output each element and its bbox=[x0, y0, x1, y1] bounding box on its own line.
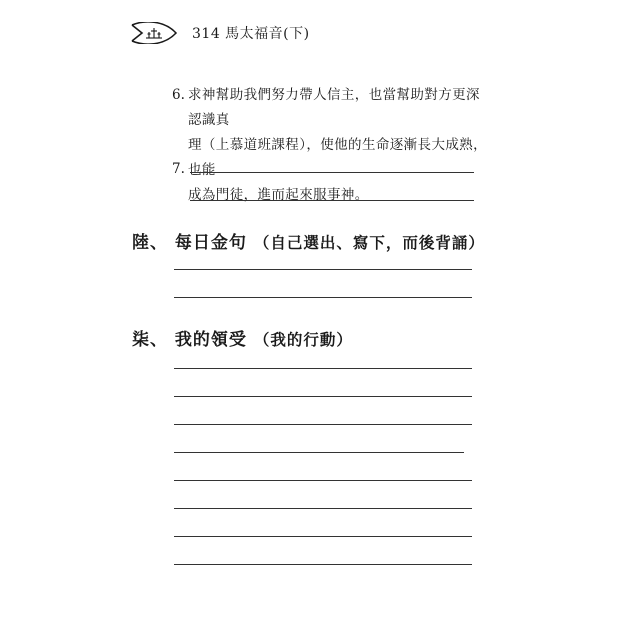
item-line: 理（上慕道班課程），使他的生命逐漸長大成熟，也能 bbox=[188, 137, 488, 178]
write-in-line[interactable] bbox=[174, 452, 464, 453]
running-head: 314 馬太福音(下) bbox=[192, 26, 310, 42]
item-number: 7. bbox=[172, 161, 185, 177]
write-in-line[interactable] bbox=[174, 368, 472, 369]
section-heading-my-reflection bbox=[132, 325, 353, 350]
section-heading-daily-verse bbox=[132, 228, 485, 253]
section-note: （自己選出、寫下，而後背誦） bbox=[253, 233, 485, 252]
write-in-line[interactable] bbox=[174, 508, 472, 509]
write-in-line[interactable] bbox=[190, 200, 474, 201]
write-in-line[interactable] bbox=[174, 536, 472, 537]
item-number: 6. bbox=[172, 87, 185, 103]
page-header bbox=[130, 22, 310, 44]
write-in-line[interactable] bbox=[174, 480, 472, 481]
section-title: 陸、 每日金句 bbox=[132, 233, 247, 253]
write-in-line[interactable] bbox=[174, 297, 472, 298]
write-in-line[interactable] bbox=[174, 424, 472, 425]
section-note: （我的行動） bbox=[253, 330, 353, 349]
write-in-line[interactable] bbox=[174, 564, 472, 565]
prayer-item-6 bbox=[172, 83, 492, 208]
ichthys-fish-cross-icon bbox=[130, 22, 182, 44]
write-in-line[interactable] bbox=[174, 269, 472, 270]
item-line: 成為門徒，進而起來服事神。 bbox=[188, 187, 369, 203]
write-in-line[interactable] bbox=[190, 172, 474, 173]
section-title: 柒、 我的領受 bbox=[132, 330, 247, 350]
item-line: 求神幫助我們努力帶人信主，也當幫助對方更深認識真 bbox=[188, 87, 480, 128]
write-in-line[interactable] bbox=[174, 396, 472, 397]
